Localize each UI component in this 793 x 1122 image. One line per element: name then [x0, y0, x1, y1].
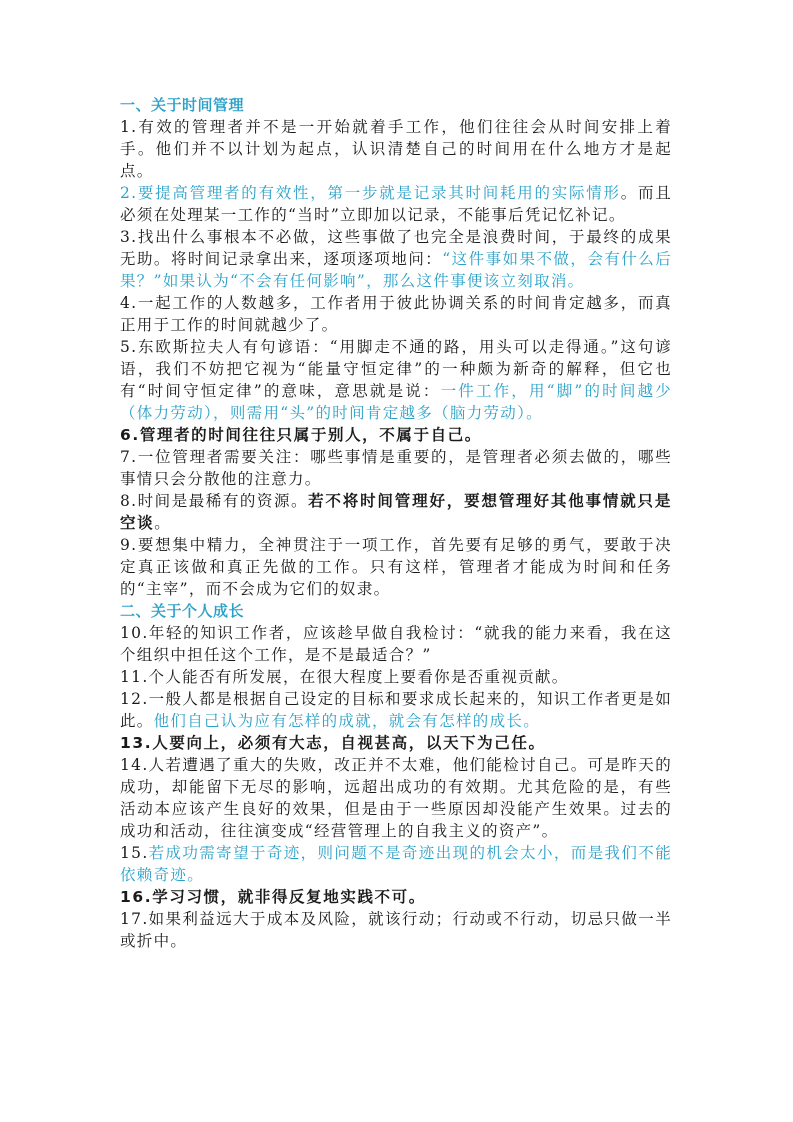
paragraph-text: 1.有效的管理者并不是一开始就着手工作，他们往往会从时间安排上着手。他们并不以计划为起点，认识清楚自己的时间用在什么地方才是起点。	[120, 118, 672, 180]
document-page	[120, 94, 672, 952]
paragraph-text: 17.如果利益远大于成本及风险，就该行动；行动或不行动，切忌只做一半或折中。	[120, 910, 672, 950]
highlighted-text: 一件工作，用“脚”的时间越少（体力劳动），则需用“头”的时间肯定越多（脑力劳动）。	[120, 382, 672, 422]
paragraph-text: 5.东欧斯拉夫人有句谚语：“用脚走不通的路，用头可以走得通。”这句谚语，我们不妨把它视为“能量守恒定律”的一种颇为新奇的解释，但它也有“时间守恒定律”的意味，意思就是说：	[120, 338, 672, 400]
numbered-paragraph	[120, 226, 672, 292]
numbered-paragraph	[120, 116, 672, 182]
numbered-paragraph	[120, 666, 672, 688]
numbered-paragraph	[120, 182, 672, 226]
bold-text: 6.管理者的时间往往只属于别人，不属于自己。	[120, 426, 482, 444]
paragraph-text: 10.年轻的知识工作者，应该趁早做自我检讨：“就我的能力来看，我在这个组织中担任这个工作，是不是最适合？”	[120, 624, 672, 664]
paragraph-text: 12.一般人都是根据自己设定的目标和要求成长起来的，知识工作者更是如此。	[120, 690, 672, 730]
paragraph-text: 。而且必须在处理某一工作的“当时”立即加以记录，不能事后凭记忆补记。	[120, 184, 672, 224]
paragraph-text: 4.一起工作的人数越多，工作者用于彼此协调关系的时间肯定越多，而真正用于工作的时间就越少了。	[120, 294, 672, 334]
numbered-paragraph	[120, 622, 672, 666]
paragraph-text: 14.人若遭遇了重大的失败，改正并不太难，他们能检讨自己。可是昨天的成功，却能留下无尽的影响，远超出成功的有效期。尤其危险的是，有些活动本应该产生良好的效果，但是由于一些原因却没能产生效果。过去的成功和活动，往往演变成“经营管理上的自我主义的资产”。	[120, 756, 672, 840]
numbered-paragraph	[120, 754, 672, 842]
highlighted-text: 2.要提高管理者的有效性，第一步就是记录其时间耗用的实际情形	[120, 184, 621, 202]
numbered-paragraph	[120, 732, 672, 754]
paragraph-text: 7.一位管理者需要关注：哪些事情是重要的，是管理者必须去做的，哪些事情只会分散他的注意力。	[120, 448, 672, 488]
bold-text: 16.学习习惯，就非得反复地实践不可。	[120, 888, 426, 906]
paragraph-text: 3.找出什么事根本不必做，这些事做了也完全是浪费时间，于最终的成果无助。将时间记录拿出来，逐项逐项地问：	[120, 228, 672, 268]
highlighted-text: “这件事如果不做，会有什么后果？”如果认为“不会有任何影响”，那么这件事便该立刻取消。	[120, 250, 673, 290]
section-heading: 一、关于时间管理	[120, 96, 245, 114]
numbered-paragraph	[120, 446, 672, 490]
highlighted-text: 若成功需寄望于奇迹，则问题不是奇迹出现的机会太小，而是我们不能依赖奇迹。	[120, 844, 672, 884]
numbered-paragraph	[120, 886, 672, 908]
numbered-paragraph	[120, 842, 672, 886]
paragraph-text: 。	[154, 514, 172, 532]
numbered-paragraph	[120, 908, 672, 952]
bold-text: 若不将时间管理好，要想管理好其他事情就只是空谈	[120, 492, 673, 532]
numbered-paragraph	[120, 336, 672, 424]
bold-text: 13.人要向上，必须有大志，自视甚高，以天下为己任。	[120, 734, 546, 752]
numbered-paragraph	[120, 534, 672, 600]
paragraph-text: 15.	[120, 844, 149, 862]
highlighted-text: 他们自己认为应有怎样的成就，就会有怎样的成长。	[153, 712, 541, 730]
numbered-paragraph	[120, 424, 672, 446]
numbered-paragraph	[120, 688, 672, 732]
numbered-paragraph	[120, 490, 672, 534]
section-heading: 二、关于个人成长	[120, 602, 245, 620]
paragraph-text: 9.要想集中精力，全神贯注于一项工作，首先要有足够的勇气，要敢于决定真正该做和真正先做的工作。只有这样，管理者才能成为时间和任务的“主宰”，而不会成为它们的奴隶。	[120, 536, 672, 598]
paragraph-text: 8.时间是最稀有的资源。	[120, 492, 309, 510]
paragraph-text: 11.个人能否有所发展，在很大程度上要看你是否重视贡献。	[120, 668, 569, 686]
numbered-paragraph	[120, 292, 672, 336]
